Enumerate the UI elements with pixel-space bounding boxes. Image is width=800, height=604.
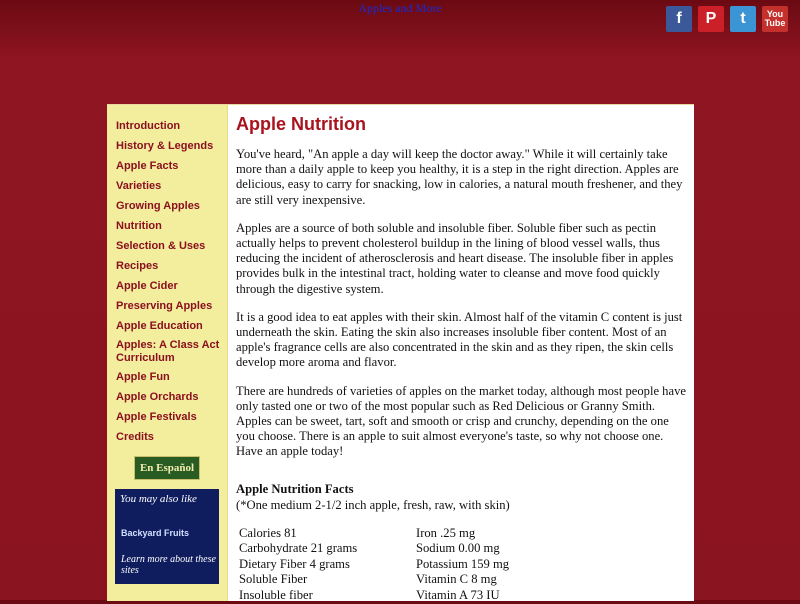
facts-left-column	[236, 526, 413, 604]
paragraph-4: There are hundreds of varieties of apples on the market today, although most people have only tasted one or two of the most popular such as Red Delicious or Granny Smith. Apples can be sweet, tart, soft and smooth or crisp and crunchy, depending on the one you choose. There is an apple to suit almost everyone's taste, so why not choose one. Have an apple today!	[236, 383, 686, 459]
paragraph-1: You've heard, "An apple a day will keep the doctor away." While it will certainly take more than a daily apple to keep you healthy, it is a step in the right direction. Apples are delicious, easy to carry for snacking, low in calories, a natural mouth freshener, and they are still very inexpensive.	[236, 147, 683, 207]
youtube-icon[interactable]: You Tube	[762, 6, 788, 32]
social-links	[666, 6, 788, 32]
sidebar-item-apple-fun[interactable]: Apple Fun	[116, 371, 170, 383]
facts-table	[236, 526, 686, 604]
sidebar-item-apple-cider[interactable]: Apple Cider	[116, 280, 178, 292]
fact-item: Soluble Fiber	[239, 572, 308, 587]
sidebar-item-class-act[interactable]: Apples: A Class Act Curriculum	[116, 339, 220, 364]
sidebar-item-credits[interactable]: Credits	[116, 431, 154, 443]
sidebar-item-growing-apples[interactable]: Growing Apples	[116, 200, 200, 212]
sidebar-item-history[interactable]: History & Legends	[116, 140, 214, 152]
sidebar-item-introduction[interactable]: Introduction	[116, 120, 181, 132]
fact-item: Iron .25 mg	[416, 525, 476, 540]
sidebar-item-varieties[interactable]: Varieties	[116, 180, 162, 192]
fact-item: Vitamin C 8 mg	[416, 572, 497, 587]
espanol-button[interactable]: En Español	[134, 456, 200, 480]
site-title-link[interactable]: Apples and More	[358, 1, 442, 15]
sidebar-item-apple-facts[interactable]: Apple Facts	[116, 160, 179, 172]
page-title: Apple Nutrition	[236, 114, 366, 134]
facts-right-column	[413, 526, 590, 604]
main-content	[228, 105, 694, 601]
facts-subtitle: (*One medium 2-1/2 inch apple, fresh, raw, with skin)	[236, 497, 510, 512]
sidebar-item-recipes[interactable]: Recipes	[116, 260, 159, 272]
fact-item: Insoluble fiber	[239, 588, 313, 603]
sidebar-item-preserving-apples[interactable]: Preserving Apples	[116, 300, 213, 312]
fact-item: Vitamin A 73 IU	[416, 588, 500, 603]
promo-link-backyard-fruits[interactable]: Backyard Fruits	[121, 528, 190, 538]
sidebar-item-selection-uses[interactable]: Selection & Uses	[116, 240, 206, 252]
sidebar-nav	[107, 105, 228, 601]
fact-item: Carbohydrate 21 grams	[239, 541, 358, 556]
twitter-icon[interactable]: t	[730, 6, 756, 32]
fact-item: Calories 81	[239, 525, 297, 540]
sidebar-item-apple-festivals[interactable]: Apple Festivals	[116, 411, 197, 423]
main-container	[107, 104, 694, 601]
promo-heading: You may also like	[120, 493, 197, 505]
sidebar-item-nutrition[interactable]: Nutrition	[116, 220, 162, 232]
fact-item: Sodium 0.00 mg	[416, 541, 500, 556]
pinterest-icon[interactable]: P	[698, 6, 724, 32]
facebook-icon[interactable]: f	[666, 6, 692, 32]
promo-banner[interactable]	[115, 489, 219, 584]
sidebar-item-apple-education[interactable]: Apple Education	[116, 320, 203, 332]
fact-item: Dietary Fiber 4 grams	[239, 556, 350, 571]
fact-item: Potassium 159 mg	[416, 556, 510, 571]
facts-title: Apple Nutrition Facts	[236, 481, 354, 496]
paragraph-2: Apples are a source of both soluble and insoluble fiber. Soluble fiber such as pectin actually helps to prevent cholesterol buildup in the lining of blood vessel walls, thus reducing the incident of atherosclerosis and heart disease. The insoluble fiber in apples provides bulk in the intestinal tract, holding water to cleanse and move food quickly through the digestive system.	[236, 220, 674, 296]
promo-more-text: Learn more about these sites	[121, 554, 216, 576]
sidebar-item-apple-orchards[interactable]: Apple Orchards	[116, 391, 199, 403]
paragraph-3: It is a good idea to eat apples with their skin. Almost half of the vitamin C content is just underneath the skin. Eating the skin also increases insoluble fiber content. Most of an apple's fragrance cells are also concentrated in the skin and as they ripen, the skin cells develop more aroma and flavor.	[236, 309, 683, 370]
